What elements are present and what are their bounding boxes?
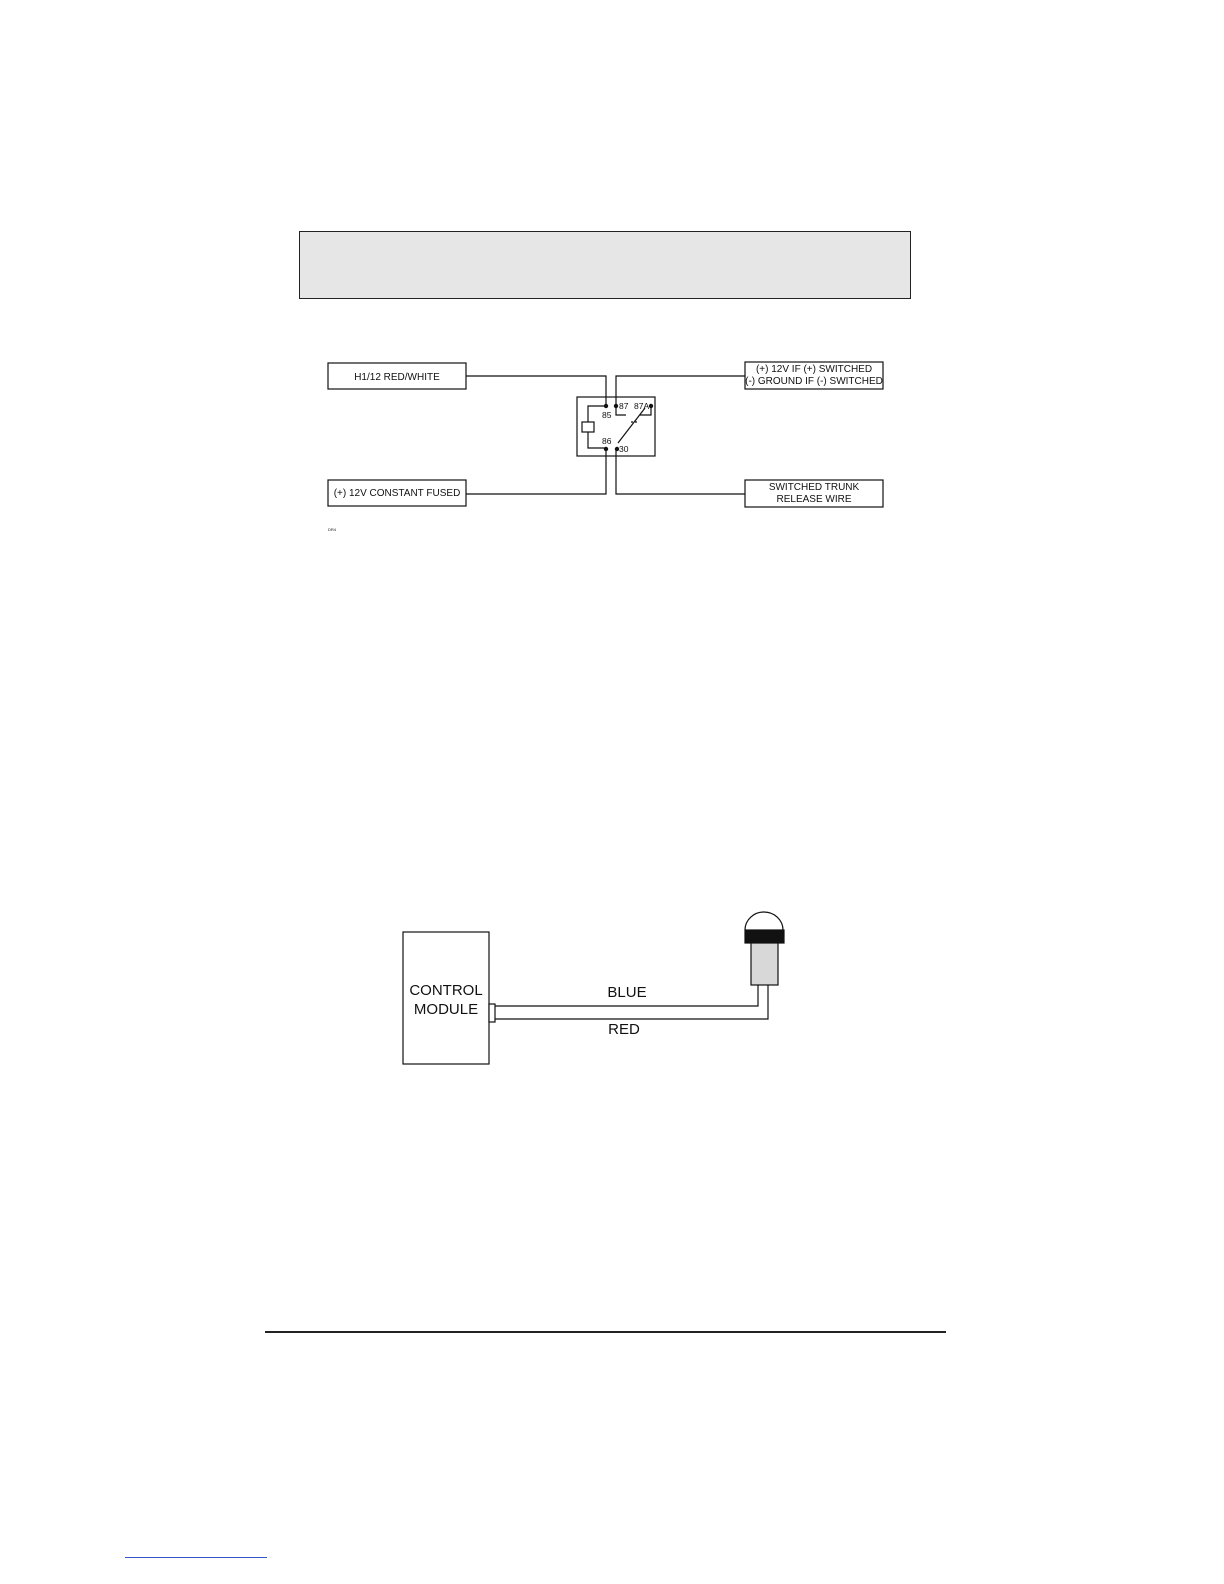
constant-label: (+) 12V CONSTANT FUSED bbox=[333, 488, 461, 499]
wire-red-label: RED bbox=[608, 1021, 640, 1038]
relay-switch-arm bbox=[618, 408, 645, 443]
pin-86-label: 86 bbox=[602, 436, 612, 446]
relay-coil bbox=[582, 422, 594, 432]
pin-87-label: 87 bbox=[619, 401, 629, 411]
footer-rule bbox=[265, 1331, 946, 1333]
wire-h1 bbox=[466, 376, 606, 405]
switched-label-line2: (-) GROUND IF (-) SWITCHED bbox=[745, 376, 883, 387]
terminal-85-dot bbox=[604, 404, 608, 408]
module-label-line1: CONTROL bbox=[409, 982, 483, 999]
terminal-86-dot bbox=[604, 447, 608, 451]
module-connector bbox=[489, 1004, 495, 1022]
corner-link-underline[interactable] bbox=[125, 1557, 267, 1558]
terminal-87-dot bbox=[614, 404, 618, 408]
pin-85-label: 85 bbox=[602, 410, 612, 420]
trunk-label-line1: SWITCHED TRUNK bbox=[768, 482, 860, 493]
h1-label: H1/12 RED/WHITE bbox=[354, 372, 440, 383]
led-body bbox=[751, 943, 778, 985]
pin-87a-label: 87A bbox=[634, 401, 650, 411]
wire-constant bbox=[466, 450, 606, 494]
figure-code: DR4 bbox=[328, 527, 337, 532]
trunk-label-line2: RELEASE WIRE bbox=[776, 494, 852, 505]
module-label-line2: MODULE bbox=[413, 1001, 479, 1018]
switched-label-line1: (+) 12V IF (+) SWITCHED bbox=[755, 364, 873, 375]
pin-30-label: 30 bbox=[619, 444, 629, 454]
wire-blue-label: BLUE bbox=[607, 984, 647, 1001]
wire-trunk bbox=[616, 450, 745, 494]
terminal-87a-dot bbox=[649, 404, 653, 408]
led-cap bbox=[745, 930, 784, 943]
led-dome bbox=[745, 912, 783, 930]
